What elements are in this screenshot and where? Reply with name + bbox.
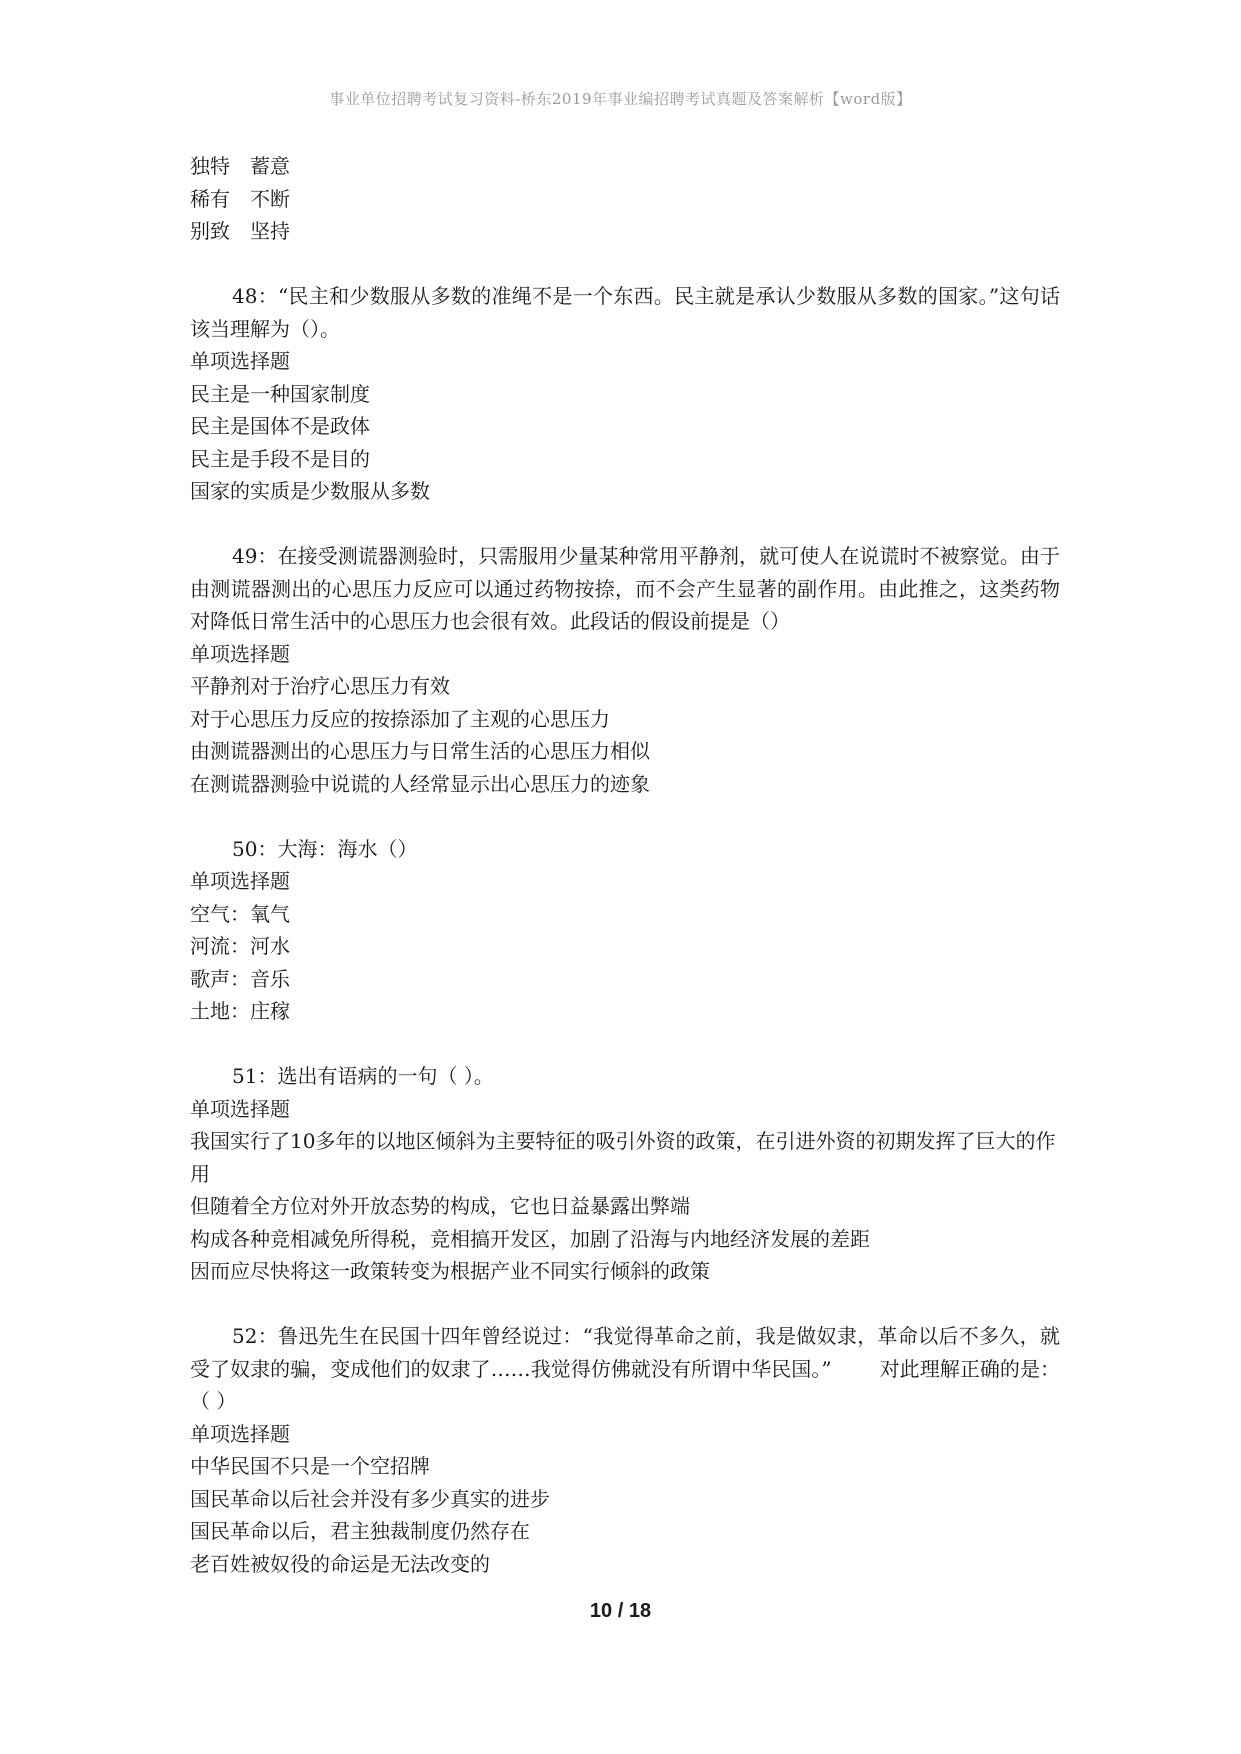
question-stem: 51：选出有语病的一句（ ）。	[232, 1064, 494, 1088]
question-stem: 49：在接受测谎器测验时，只需服用少量某种常用平静剂，就可使人在说谎时不被察觉。由于由测谎器测出的心思压力反应可以通过药物按捺，而不会产生显著的副作用。由此推之，这类药物对降低日常生活中的心思压力也会很有效。此段话的假设前提是（）	[190, 544, 1060, 633]
page-number: 10 / 18	[589, 1600, 652, 1622]
question-type: 单项选择题	[190, 1096, 290, 1121]
option-line: 歌声：音乐	[190, 966, 290, 991]
option-line: 国家的实质是少数服从多数	[190, 479, 430, 503]
option-line: 土地：庄稼	[190, 999, 290, 1023]
question-type: 单项选择题	[190, 1421, 290, 1446]
option-line: 独特 蓄意	[190, 154, 290, 178]
question-51	[190, 1060, 1060, 1288]
option-line: 对于心思压力反应的按捺添加了主观的心思压力	[190, 706, 610, 731]
page-header: 事业单位招聘考试复习资料-桥东2019年事业编招聘考试真题及答案解析【word版】	[329, 90, 912, 108]
option-line: 因而应尽快将这一政策转变为根据产业不同实行倾斜的政策	[190, 1259, 710, 1283]
option-line: 老百姓被奴役的命运是无法改变的	[190, 1551, 490, 1576]
question-50	[190, 833, 1060, 1028]
question-48	[190, 280, 1060, 508]
question-type: 单项选择题	[190, 641, 290, 666]
option-line: 平静剂对于治疗心思压力有效	[190, 674, 450, 698]
option-line: 河流：河水	[190, 934, 290, 958]
option-line: 民主是手段不是目的	[190, 446, 370, 471]
option-line: 由测谎器测出的心思压力与日常生活的心思压力相似	[190, 739, 650, 763]
option-line: 构成各种竞相减免所得税，竞相搞开发区，加剧了沿海与内地经济发展的差距	[190, 1226, 870, 1251]
previous-question-options	[190, 150, 1060, 248]
option-line: 但随着全方位对外开放态势的构成，它也日益暴露出弊端	[190, 1194, 690, 1218]
option-line: 在测谎器测验中说谎的人经常显示出心思压力的迹象	[190, 771, 650, 796]
option-line: 民主是国体不是政体	[190, 414, 370, 438]
question-stem	[190, 1320, 1060, 1418]
question-stem-main: 52：鲁迅先生在民国十四年曾经说过：“我觉得革命之前，我是做奴隶，革命以后不多久，就受了奴隶的骗，变成他们的奴隶了……我觉得仿佛就没有所谓中华民国。”	[190, 1324, 1060, 1381]
option-line: 中华民国不只是一个空招牌	[190, 1454, 430, 1478]
option-line: 国民革命以后，君主独裁制度仍然存在	[190, 1519, 530, 1543]
option-line: 空气：氧气	[190, 901, 290, 926]
question-type: 单项选择题	[190, 869, 290, 893]
question-type: 单项选择题	[190, 349, 290, 373]
option-line: 别致 坚持	[190, 219, 290, 243]
option-line: 国民革命以后社会并没有多少真实的进步	[190, 1486, 550, 1511]
question-stem: 48：“民主和少数服从多数的准绳不是一个东西。民主就是承认少数服从多数的国家。”这句话该当理解为（）。	[190, 284, 1060, 341]
question-stem: 50：大海：海水（）	[232, 836, 418, 861]
option-line: 民主是一种国家制度	[190, 381, 370, 406]
question-52	[190, 1320, 1060, 1580]
option-line: 稀有 不断	[190, 186, 290, 211]
question-49	[190, 540, 1060, 800]
document-body	[190, 150, 1060, 1580]
question-stem-tail: 对此理解正确的是：（ ）	[190, 1356, 1060, 1413]
option-line: 我国实行了10多年的以地区倾斜为主要特征的吸引外资的政策，在引进外资的初期发挥了巨大的作用	[190, 1129, 1056, 1186]
